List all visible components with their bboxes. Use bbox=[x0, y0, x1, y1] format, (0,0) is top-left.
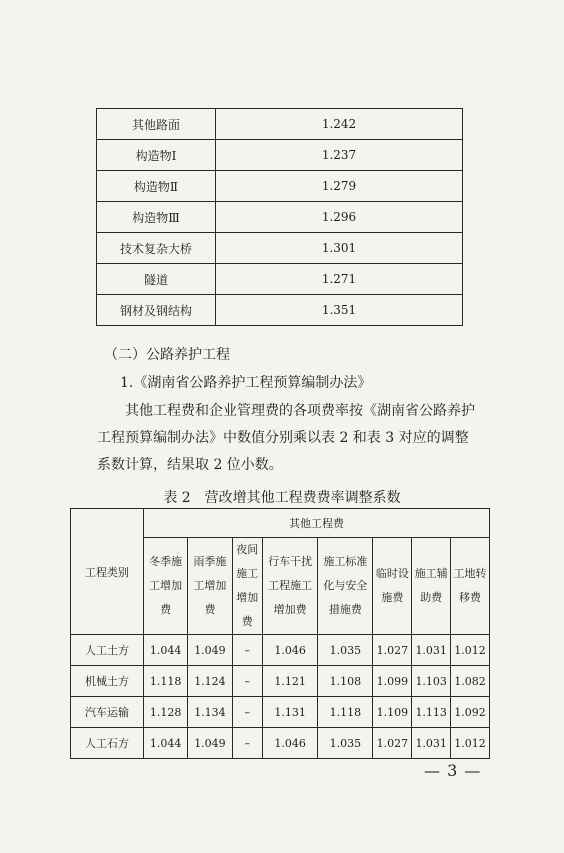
table-row bbox=[97, 295, 463, 326]
category-cell: 构造物Ⅰ bbox=[97, 140, 216, 171]
value-cell: 1.271 bbox=[216, 264, 463, 295]
table-caption: 表 2 营改增其他工程费费率调整系数 bbox=[163, 490, 401, 506]
value-cell: – bbox=[232, 635, 262, 666]
row-header-cell: 工程类别 bbox=[71, 509, 144, 635]
section-heading: （二）公路养护工程 bbox=[104, 347, 230, 363]
value-cell: 1.027 bbox=[373, 728, 412, 759]
value-cell: 1.103 bbox=[412, 666, 451, 697]
table-row bbox=[71, 635, 490, 666]
category-cell: 钢材及钢结构 bbox=[97, 295, 216, 326]
table-row bbox=[97, 233, 463, 264]
value-cell: 1.027 bbox=[373, 635, 412, 666]
value-cell: 1.118 bbox=[144, 666, 188, 697]
column-header-cell: 工地转移费 bbox=[451, 538, 490, 635]
category-cell: 人工土方 bbox=[71, 635, 144, 666]
value-cell: 1.012 bbox=[451, 635, 490, 666]
column-header-cell: 临时设施费 bbox=[373, 538, 412, 635]
coefficient-table-body bbox=[97, 109, 463, 326]
body-paragraph: 其他工程费和企业管理费的各项费率按《湖南省公路养护工程预算编制办法》中数值分别乘以表 2 和表 3 对应的调整系数计算，结果取 2 位小数。 bbox=[97, 403, 475, 473]
value-cell: – bbox=[232, 666, 262, 697]
value-cell: 1.092 bbox=[451, 697, 490, 728]
value-cell: 1.031 bbox=[412, 635, 451, 666]
table-row bbox=[97, 171, 463, 202]
value-cell: 1.124 bbox=[188, 666, 232, 697]
value-cell: 1.128 bbox=[144, 697, 188, 728]
table-row bbox=[97, 109, 463, 140]
rate-table-body bbox=[71, 635, 490, 759]
subheading: 1.《湖南省公路养护工程预算编制办法》 bbox=[120, 375, 372, 391]
value-cell: 1.131 bbox=[262, 697, 317, 728]
value-cell: 1.279 bbox=[216, 171, 463, 202]
page-number: — 3 — bbox=[424, 761, 482, 780]
value-cell: 1.296 bbox=[216, 202, 463, 233]
table-row bbox=[97, 140, 463, 171]
group-header-cell: 其他工程费 bbox=[144, 509, 490, 538]
value-cell: 1.121 bbox=[262, 666, 317, 697]
value-cell: 1.012 bbox=[451, 728, 490, 759]
value-cell: 1.118 bbox=[318, 697, 373, 728]
value-cell: 1.351 bbox=[216, 295, 463, 326]
value-cell: 1.082 bbox=[451, 666, 490, 697]
column-header-cell: 施工辅助费 bbox=[412, 538, 451, 635]
category-cell: 构造物Ⅲ bbox=[97, 202, 216, 233]
category-cell: 构造物Ⅱ bbox=[97, 171, 216, 202]
value-cell: 1.301 bbox=[216, 233, 463, 264]
value-cell: 1.035 bbox=[318, 728, 373, 759]
coefficient-table bbox=[96, 108, 463, 326]
value-cell: 1.044 bbox=[144, 728, 188, 759]
value-cell: 1.108 bbox=[318, 666, 373, 697]
value-cell: 1.049 bbox=[188, 728, 232, 759]
column-header-cell: 行车干扰工程施工增加费 bbox=[262, 538, 317, 635]
table-row bbox=[97, 264, 463, 295]
category-cell: 汽车运输 bbox=[71, 697, 144, 728]
category-cell: 其他路面 bbox=[97, 109, 216, 140]
category-cell: 技术复杂大桥 bbox=[97, 233, 216, 264]
value-cell: 1.242 bbox=[216, 109, 463, 140]
column-header-cell: 冬季施工增加费 bbox=[144, 538, 188, 635]
column-header-cell: 雨季施工增加费 bbox=[188, 538, 232, 635]
category-cell: 人工石方 bbox=[71, 728, 144, 759]
value-cell: 1.044 bbox=[144, 635, 188, 666]
category-cell: 隧道 bbox=[97, 264, 216, 295]
table-row bbox=[97, 202, 463, 233]
value-cell: – bbox=[232, 728, 262, 759]
value-cell: 1.046 bbox=[262, 635, 317, 666]
column-header-cell: 施工标准化与安全措施费 bbox=[318, 538, 373, 635]
value-cell: 1.237 bbox=[216, 140, 463, 171]
table-row bbox=[71, 728, 490, 759]
table-header-row bbox=[71, 509, 490, 538]
value-cell: – bbox=[232, 697, 262, 728]
table-row bbox=[71, 666, 490, 697]
value-cell: 1.134 bbox=[188, 697, 232, 728]
value-cell: 1.031 bbox=[412, 728, 451, 759]
category-cell: 机械土方 bbox=[71, 666, 144, 697]
table-row bbox=[71, 697, 490, 728]
value-cell: 1.049 bbox=[188, 635, 232, 666]
column-header-cell: 夜间施工增加费 bbox=[232, 538, 262, 635]
value-cell: 1.035 bbox=[318, 635, 373, 666]
value-cell: 1.099 bbox=[373, 666, 412, 697]
rate-adjustment-table bbox=[70, 508, 490, 759]
value-cell: 1.046 bbox=[262, 728, 317, 759]
value-cell: 1.113 bbox=[412, 697, 451, 728]
value-cell: 1.109 bbox=[373, 697, 412, 728]
